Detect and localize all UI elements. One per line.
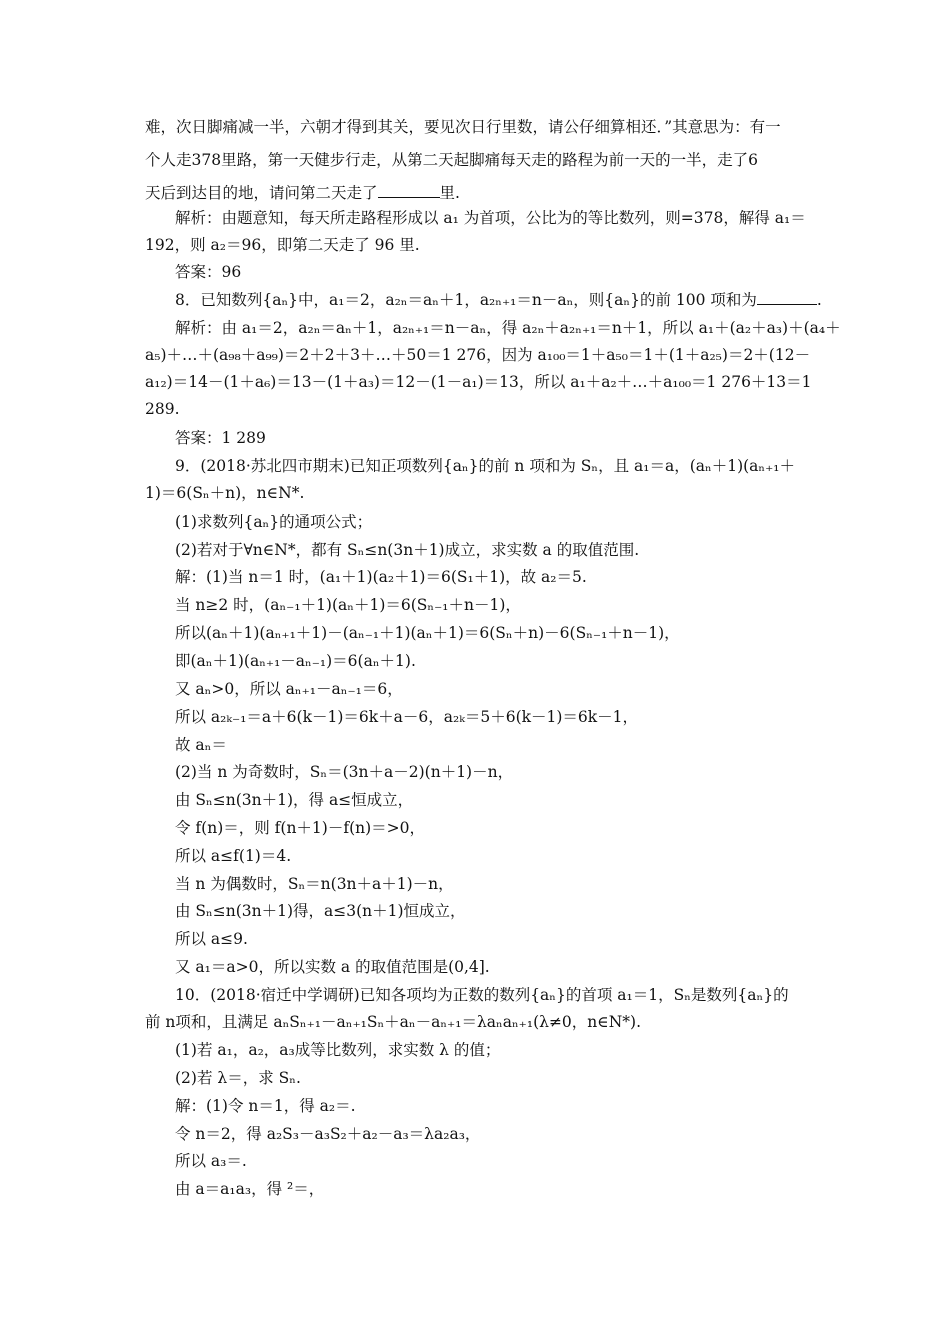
solution-9-line-4: 即(aₙ＋1)(aₙ₊₁－aₙ₋₁)＝6(aₙ＋1). [175,652,416,670]
solution-9-line-2: 当 n≥2 时，(aₙ₋₁＋1)(aₙ＋1)＝6(Sₙ₋₁＋n－1)， [175,596,521,614]
problem-10-part-1: (1)若 a₁，a₂，a₃成等比数列，求实数 λ 的值； [175,1041,501,1059]
solution-9-line-8: (2)当 n 为奇数时，Sₙ＝(3n＋a－2)(n＋1)－n， [175,763,514,781]
answer-blank [757,290,817,305]
solution-9-line-7: 故 aₙ＝ [175,736,227,754]
solution-9-line-15: 又 a₁＝a>0，所以实数 a 的取值范围是(0,4]. [175,958,490,976]
problem-10-line-2: 前 n项和，且满足 aₙSₙ₊₁－aₙ₊₁Sₙ＋aₙ－aₙ₊₁＝λaₙaₙ₊₁(λ≠0，n∈N*). [145,1013,642,1031]
solution-9-line-1: 解：(1)当 n＝1 时，(a₁＋1)(a₂＋1)＝6(S₁＋1)，故 a₂＝5. [175,568,587,586]
solution-9-line-13: 由 Sₙ≤n(3n＋1)得，a≤3(n＋1)恒成立， [175,902,466,920]
solution-9-line-3: 所以(aₙ＋1)(aₙ₊₁＋1)－(aₙ₋₁＋1)(aₙ＋1)＝6(Sₙ＋n)－6(Sₙ₋₁＋n－1)， [175,624,680,642]
answer-7: 答案：96 [175,263,242,281]
solution-10-line-3: 所以 a₃＝. [175,1152,247,1170]
problem-9-part-1: (1)求数列{aₙ}的通项公式； [175,513,373,531]
problem-8-line: 8．已知数列{aₙ}中，a₁＝2，a₂ₙ＝aₙ＋1，a₂ₙ₊₁＝n－aₙ，则{aₙ}的前 100 项和为 . [175,291,822,309]
solution-10-line-4: 由 a＝a₁a₃，得 ²＝， [175,1180,325,1198]
solution-8-line-2: a₅)＋…＋(a₉₈＋a₉₉)＝2＋2＋3＋…＋50＝1 276，因为 a₁₀₀＝1＋a₅₀＝1＋(1＋a₂₅)＝2＋(12－ [145,346,811,364]
problem-7-text-line-2: 个人走378里路，第一天健步行走，从第二天起脚痛每天走的路程为前一天的一半，走了6 [145,151,758,169]
solution-9-line-6: 所以 a₂ₖ₋₁＝a＋6(k－1)＝6k＋a－6，a₂ₖ＝5＋6(k－1)＝6k－1， [175,708,639,726]
problem-9-line-1: 9．(2018·苏北四市期末)已知正项数列{aₙ}的前 n 项和为 Sₙ，且 a₁＝a，(aₙ＋1)(aₙ₊₁＋ [175,457,796,475]
problem-10-part-2: (2)若 λ＝，求 Sₙ. [175,1069,301,1087]
problem-7-text-line-1: 难，次日脚痛减一半，六朝才得到其关，要见次日行里数，请公仔细算相还．”其意思为：有一 [145,118,781,136]
solution-9-line-14: 所以 a≤9. [175,930,248,948]
problem-7-text-line-3: 天后到达目的地，请问第二天走了 里. [145,184,460,202]
problem-9-part-2: (2)若对于∀n∈N*，都有 Sₙ≤n(3n＋1)成立，求实数 a 的取值范围. [175,541,640,559]
solution-9-line-10: 令 f(n)＝，则 f(n＋1)－f(n)＝>0， [175,819,426,837]
answer-blank [378,183,440,198]
solution-10-line-2: 令 n＝2，得 a₂S₃－a₃S₂＋a₂－a₃＝λa₂a₃， [175,1125,481,1143]
solution-9-line-5: 又 aₙ>0，所以 aₙ₊₁－aₙ₋₁＝6， [175,680,403,698]
solution-9-line-11: 所以 a≤f(1)＝4. [175,847,292,865]
solution-10-line-1: 解：(1)令 n＝1，得 a₂＝. [175,1097,356,1115]
solution-7-line-2: 192，则 a₂＝96，即第二天走了 96 里. [145,236,420,254]
solution-8-line-1: 解析：由 a₁＝2，a₂ₙ＝aₙ＋1，a₂ₙ₊₁＝n－aₙ，得 a₂ₙ＋a₂ₙ₊₁＝n＋1，所以 a₁＋(a₂＋a₃)＋(a₄＋ [175,319,841,337]
problem-9-line-2: 1)＝6(Sₙ＋n)，n∈N*. [145,484,305,502]
solution-7-line-1: 解析：由题意知，每天所走路程形成以 a₁ 为首项，公比为的等比数列，则=378，解得 a₁＝ [175,209,806,227]
problem-10-line-1: 10．(2018·宿迁中学调研)已知各项均为正数的数列{aₙ}的首项 a₁＝1，Sₙ是数列{aₙ}的 [175,986,789,1004]
solution-9-line-9: 由 Sₙ≤n(3n＋1)，得 a≤恒成立， [175,791,414,809]
solution-8-line-4: 289. [145,400,180,418]
solution-9-line-12: 当 n 为偶数时，Sₙ＝n(3n＋a＋1)－n， [175,875,454,893]
solution-8-line-3: a₁₂)＝14－(1＋a₆)＝13－(1＋a₃)＝12－(1－a₁)＝13，所以 a₁＋a₂＋…＋a₁₀₀＝1 276＋13＝1 [145,373,812,391]
answer-8: 答案：1 289 [175,429,266,447]
